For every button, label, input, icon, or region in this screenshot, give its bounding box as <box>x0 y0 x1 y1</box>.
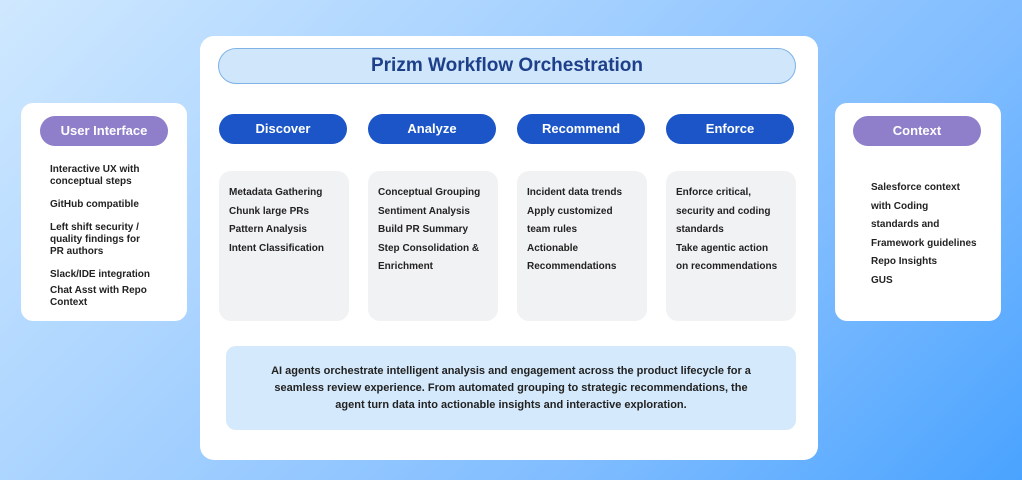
summary-text: AI agents orchestrate intelligent analysis and engagement across the product lifecycle for a seamless review experience. From automated grouping to strategic recommendations, the agent turn data into actionable insights and interactive exploration. <box>271 364 751 411</box>
discover-card <box>219 171 349 321</box>
ui-item: Left shift security / quality findings for PR authors <box>50 222 140 257</box>
ui-item: Slack/IDE integration <box>50 269 151 280</box>
recommend-item: team rules <box>527 224 578 235</box>
ui-item: Chat Asst with Repo Context <box>50 285 147 308</box>
summary-box <box>226 346 796 430</box>
context-item: GUS <box>871 274 893 286</box>
ui-item: GitHub compatible <box>50 199 139 210</box>
analyze-item: Sentiment Analysis <box>378 205 470 217</box>
analyze-item: Conceptual Grouping <box>378 187 481 198</box>
discover-item: Chunk large PRs <box>229 205 310 217</box>
page-title: Prizm Workflow Orchestration <box>218 48 796 84</box>
recommend-card <box>517 171 647 321</box>
user-interface-panel <box>21 103 187 321</box>
stage-recommend: Recommend <box>517 114 645 144</box>
context-item: Repo Insights <box>871 256 938 267</box>
enforce-item: on recommendations <box>676 261 778 272</box>
context-list <box>871 179 999 290</box>
discover-item: Pattern Analysis <box>229 224 307 235</box>
context-item: Framework guidelines <box>871 237 977 249</box>
context-item: standards and <box>871 219 940 230</box>
stage-discover: Discover <box>219 114 347 144</box>
analyze-item: Enrichment <box>378 261 434 272</box>
context-item: Salesforce context <box>871 182 960 193</box>
enforce-item: standards <box>676 224 724 235</box>
user-interface-label: User Interface <box>40 116 168 146</box>
recommend-item: Apply customized <box>527 205 613 217</box>
analyze-card <box>368 171 498 321</box>
discover-item: Intent Classification <box>229 242 325 254</box>
stage-analyze: Analyze <box>368 114 496 144</box>
enforce-item: Enforce critical, <box>676 187 752 198</box>
context-panel <box>835 103 1001 321</box>
context-item: with Coding <box>871 200 929 212</box>
recommend-item: Incident data trends <box>527 187 623 198</box>
context-label: Context <box>853 116 981 146</box>
analyze-item: Step Consolidation & <box>378 242 480 254</box>
stage-enforce: Enforce <box>666 114 794 144</box>
recommend-item: Recommendations <box>527 261 617 272</box>
enforce-item: security and coding <box>676 205 771 217</box>
discover-item: Metadata Gathering <box>229 187 323 198</box>
enforce-card <box>666 171 796 321</box>
user-interface-list <box>50 164 180 309</box>
enforce-item: Take agentic action <box>676 242 769 254</box>
ui-item: Interactive UX with conceptual steps <box>50 164 140 187</box>
recommend-item: Actionable <box>527 242 579 254</box>
analyze-item: Build PR Summary <box>378 224 469 235</box>
